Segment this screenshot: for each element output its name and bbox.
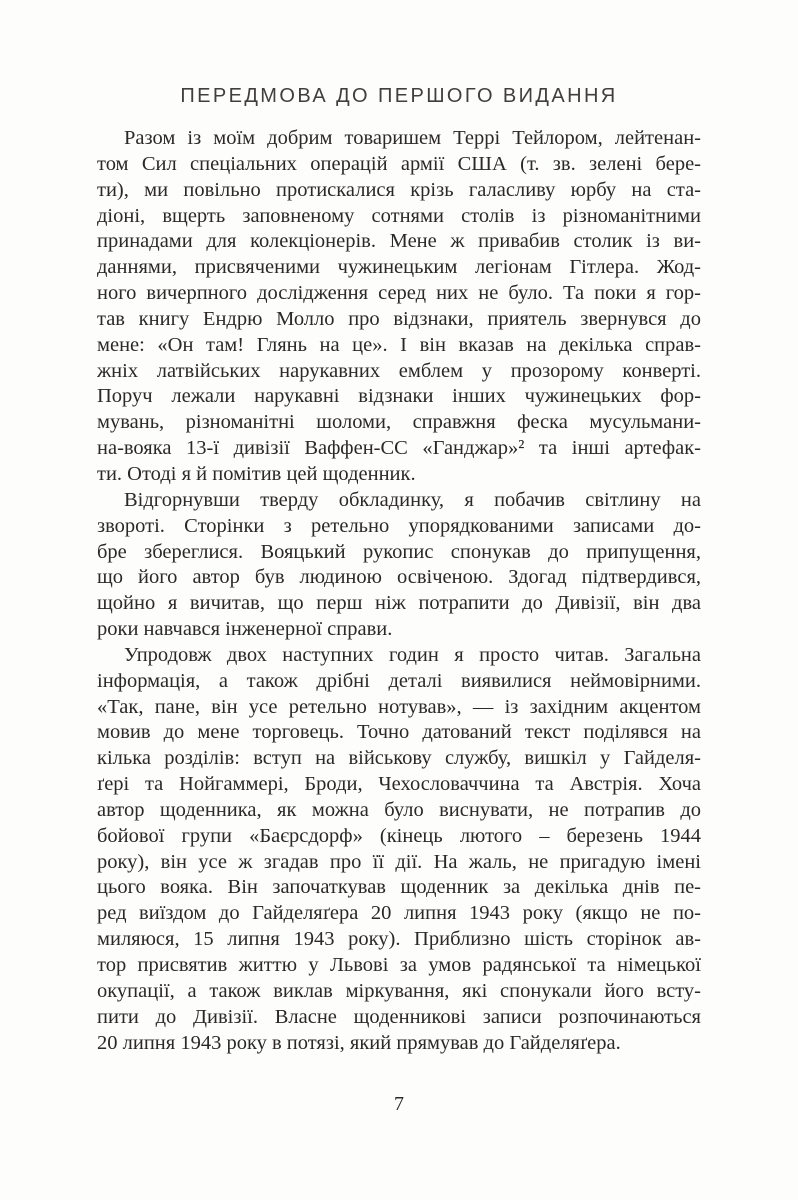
text-line: окупації, а також виклав міркування, які спонукали його всту- — [97, 979, 701, 1002]
text-line: ного вичерпного дослідження серед них не було. Та поки я гор- — [97, 282, 701, 305]
text-line: том Сил спеціальних операцій армії США (т. зв. зелені бере- — [97, 152, 701, 175]
text-line: кілька розділів: вступ на військову службу, вишкіл у Гайделя- — [97, 747, 701, 770]
text-line: принадами для колекціонерів. Мене ж привабив столик із ви- — [97, 230, 701, 253]
text-line: Відгорнувши тверду обкладинку, я побачив світлину на — [124, 488, 701, 511]
text-line: даннями, присвяченими чужинецьким легіонам Гітлера. Жод- — [97, 256, 701, 279]
text-line: Разом із моїм добрим товаришем Террі Тейлором, лейтенан- — [124, 127, 701, 149]
text-block — [97, 126, 701, 1056]
text-line: Поруч лежали нарукавні відзнаки інших чужинецьких фор- — [97, 385, 701, 408]
text-line: ти), ми повільно протискалися крізь галасливу юрбу на ста- — [97, 178, 701, 201]
text-line: мовив до мене торговець. Точно датований текст поділявся на — [97, 721, 701, 744]
text-line: що його автор був людиною освіченою. Здогад підтвердився, — [97, 566, 701, 589]
paragraph — [97, 488, 701, 643]
text-line: ґері та Нойгаммері, Броди, Чехословаччина та Австрія. Хоча — [97, 773, 701, 796]
paragraph — [97, 643, 701, 1057]
text-line: на-вояка 13-ї дивізії Ваффен-СС «Ганджар»² та інші артефак- — [97, 437, 701, 460]
text-line: бойової групи «Баєрсдорф» (кінець лютого – березень 1944 — [97, 824, 701, 847]
text-line: Упродовж двох наступних годин я просто читав. Загальна — [124, 643, 701, 666]
text-line: ред виїздом до Гайделяґера 20 липня 1943 року (якщо не по- — [97, 902, 701, 925]
chapter-heading: ПЕРЕДМОВА ДО ПЕРШОГО ВИДАННЯ — [180, 85, 618, 107]
text-line: 20 липня 1943 року в потязі, який прямував до Гайделяґера. — [97, 1031, 621, 1054]
text-line: діоні, вщерть заповненому сотнями столів із різноманітними — [97, 204, 701, 227]
text-line: року), він усе ж згадав про її дії. На жаль, не пригадую імені — [97, 850, 701, 873]
text-line: тор присвятив життю у Львові за умов радянської та німецької — [97, 954, 701, 976]
text-line: роки навчався інженерної справи. — [97, 618, 393, 641]
text-line: інформація, а також дрібні деталі виявилися неймовірними. — [97, 669, 701, 692]
text-line: мувань, різноманітні шоломи, справжня феска мусульмани- — [97, 411, 701, 434]
text-line: миляюся, 15 липня 1943 року). Приблизно шість сторінок ав- — [97, 928, 701, 951]
page-number: 7 — [394, 1093, 404, 1115]
text-line: тав книгу Ендрю Молло про відзнаки, приятель звернувся до — [97, 307, 701, 330]
text-line: мене: «Он там! Глянь на це». І він вказав на декілька справ- — [97, 333, 701, 356]
text-line: автор щоденника, як можна було виснувати, не потрапив до — [97, 798, 701, 821]
paragraph — [97, 126, 701, 488]
text-line: пити до Дивізії. Власне щоденникові записи розпочинаються — [97, 1005, 701, 1028]
text-line: бре збереглися. Вояцький рукопис спонукав до припущення, — [97, 540, 701, 563]
text-line: «Так, пане, він усе ретельно нотував», — із західним акцентом — [97, 695, 701, 718]
text-line: жніх латвійських нарукавних емблем у прозорому конверті. — [97, 359, 701, 382]
text-line: цього вояка. Він започаткував щоденник за декілька днів пе- — [97, 876, 701, 899]
text-line: звороті. Сторінки з ретельно упорядкованими записами до- — [97, 514, 701, 537]
text-line: ти. Отоді я й помітив цей щоденник. — [97, 462, 416, 485]
text-line: щойно я вичитав, що перш ніж потрапити до Дивізії, він два — [97, 592, 701, 615]
